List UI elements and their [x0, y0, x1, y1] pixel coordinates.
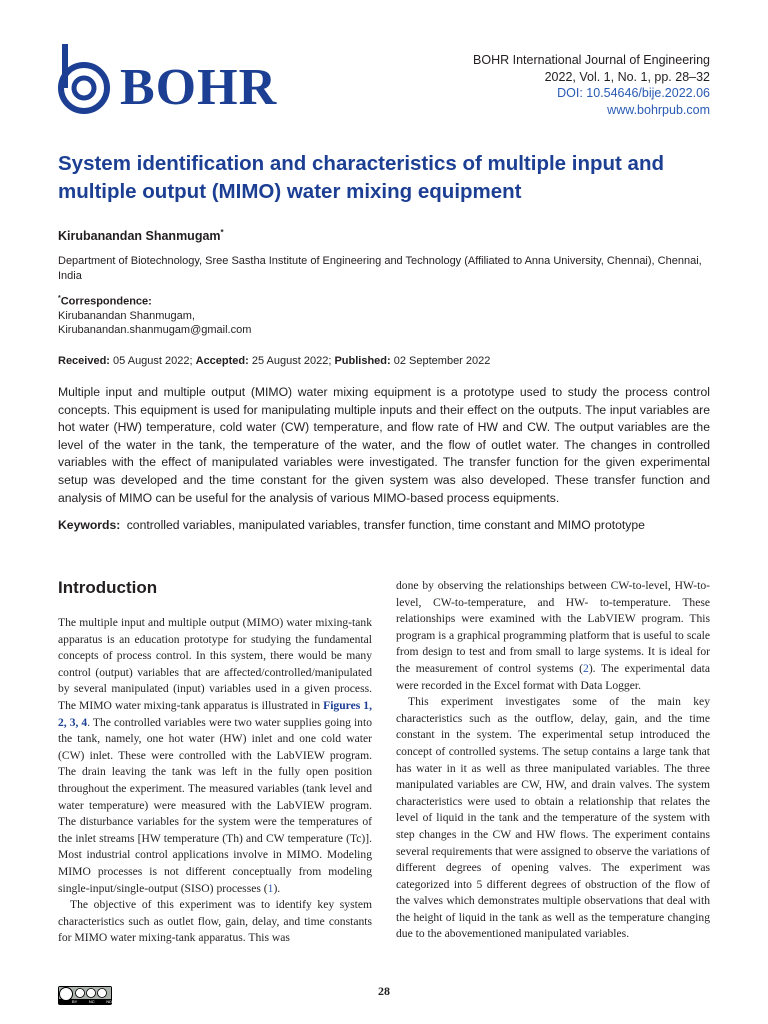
body-column-left	[58, 577, 372, 947]
brand-name: BOHR	[120, 59, 278, 116]
intro-paragraph-3: This experiment investigates some of the main key characteristics such as the outflow, delay, gain, and the time constant in the system. The experimental setup introduced the concept of controlled systems. The setup contains a large tank that has water in it as well as three manipulated variables. The three manipulated variables are CW, HW, and drain valves. The system characteristics were used to obtain a relationship that relates the level of liquid in the tank and the temperature of the system with step changes in the CW and HW flows. The experiment contains several requirements that were assigned to observe the variations of different degrees of opening valves. The experiment was categorized into 5 different degrees of obstruction of the flow of the valves which demonstrates multiple observations that deal with the height of liquid in the tank as well as the temperature changing due to the abovementioned manipulated variables.	[396, 695, 710, 941]
intro-p1-text-c: ).	[273, 881, 281, 895]
keywords	[58, 518, 710, 532]
figures-link[interactable]: Figures 1, 2, 3, 4	[58, 698, 372, 729]
body-column-right	[396, 578, 710, 943]
intro-paragraph-2-cont	[396, 578, 710, 694]
article-title: System identification and characteristics of multiple input and multiple output (MIMO) water mixing equipment	[58, 152, 665, 203]
section-heading-introduction: Introduction	[58, 578, 158, 597]
journal-info	[473, 52, 710, 118]
intro-paragraph-1	[58, 615, 372, 897]
correspondence-label: Correspondence:	[60, 295, 152, 308]
bohr-logo-icon	[58, 44, 116, 116]
keywords-label: Keywords:	[58, 518, 121, 532]
journal-name: BOHR International Journal of Engineering	[473, 53, 710, 67]
abstract: Multiple input and multiple output (MIMO) water mixing equipment is a prototype used to study the process control concepts. This equipment is used for manipulating multiple inputs and their effect on the outputs. The input variables are hot water (HW) temperature, cold water (CW) temperature, and flow rate of HW and CW. The output variables are the level of the water in the tank, the temperature of the water, and the flow of outlet water. The changes in controlled variables with the effect of manipulated variables were investigated. The transfer function for the given experimental setup was developed and the time constant for the given system was also developed. These transfer function and analysis of MIMO can be useful for the analysis of various MIMO-based process equipments.	[58, 385, 710, 505]
citation-link-1[interactable]: 1	[267, 881, 274, 895]
intro-r1-text-b: ). The experimental data were recorded in the Excel format with Data Logger.	[396, 661, 710, 692]
doi-link[interactable]: DOI: 10.54646/bije.2022.06	[557, 86, 710, 100]
article-dates	[58, 355, 490, 367]
published-label: Published:	[334, 355, 391, 367]
author-line	[58, 228, 224, 243]
author-mark: *	[220, 228, 224, 237]
citation-link-2[interactable]: 2	[583, 661, 589, 675]
correspondence	[58, 292, 251, 337]
license-labels	[72, 999, 112, 1004]
page-number: 28	[378, 984, 390, 998]
bohr-logo	[58, 44, 288, 116]
correspondence-email[interactable]: Kirubanandan.shanmugam@gmail.com	[58, 323, 252, 336]
intro-p1-text-a: The multiple input and multiple output (MIMO) water mixing-tank apparatus is an education prototype for studying the fundamental concepts of process control. In this system, there would be many control (output) variables that are affected/controlled/manipulated by several manipulated (input) variables used in a given process. The MIMO water mixing-tank apparatus is illustrated in	[58, 616, 372, 712]
license-label-by: BY	[72, 999, 78, 1004]
intro-paragraph-2: The objective of this experiment was to identify key system characteristics such as outlet flow, gain, delay, and time constants for MIMO water mixing-tank apparatus. This was	[58, 898, 372, 945]
received-date: 05 August 2022;	[113, 355, 193, 367]
correspondence-mark: *	[58, 295, 61, 302]
license-label-nd: ND	[106, 999, 112, 1004]
license-label-nc: NC	[88, 999, 95, 1004]
published-date: 02 September 2022	[393, 355, 491, 367]
accepted-date: 25 August 2022;	[251, 355, 332, 367]
keywords-text: controlled variables, manipulated variables, transfer function, time constant and MIMO prototype	[126, 518, 645, 532]
intro-r1-text-a: done by observing the relationships between CW-to-level, HW-to-level, CW-to-temperature, and HW- to-temperature. These relationships were examined with the LabVIEW program. This program is a graphical programming platform that is useful to scale from design to test and from small to large systems. It is ideal for the measurement of control systems (	[396, 579, 710, 675]
received-label: Received:	[58, 355, 110, 367]
intro-p1-text-b: . The controlled variables were two water supplies going into the tank, namely, one hot water (HW) inlet and one cold water (CW) inlet. These were controlled with the LabVIEW program. The drain leaving the tank was left in the fully open position throughout the experiment. The measured variables (tank level and water temperature) were measured with the LabVIEW program. The disturbance variables for the system were the temperatures of the inlet streams [HW temperature (Th) and CW temperature (Tc)]. Most industrial control applications involve in MIMO. Modeling MIMO processes is not different conceptually from modeling single-input/single-output (SISO) processes (	[58, 715, 372, 895]
affiliation: Department of Biotechnology, Sree Sastha Institute of Engineering and Technology (Affiliated to Anna University, Chennai), Chennai, India	[58, 255, 702, 282]
journal-issue: 2022, Vol. 1, No. 1, pp. 28–32	[544, 69, 710, 84]
accepted-label: Accepted:	[195, 355, 249, 367]
correspondence-name: Kirubanandan Shanmugam,	[58, 309, 195, 322]
author-name: Kirubanandan Shanmugam	[58, 229, 221, 244]
correspondence-heading	[58, 292, 251, 309]
website-link[interactable]: www.bohrpub.com	[607, 102, 710, 117]
